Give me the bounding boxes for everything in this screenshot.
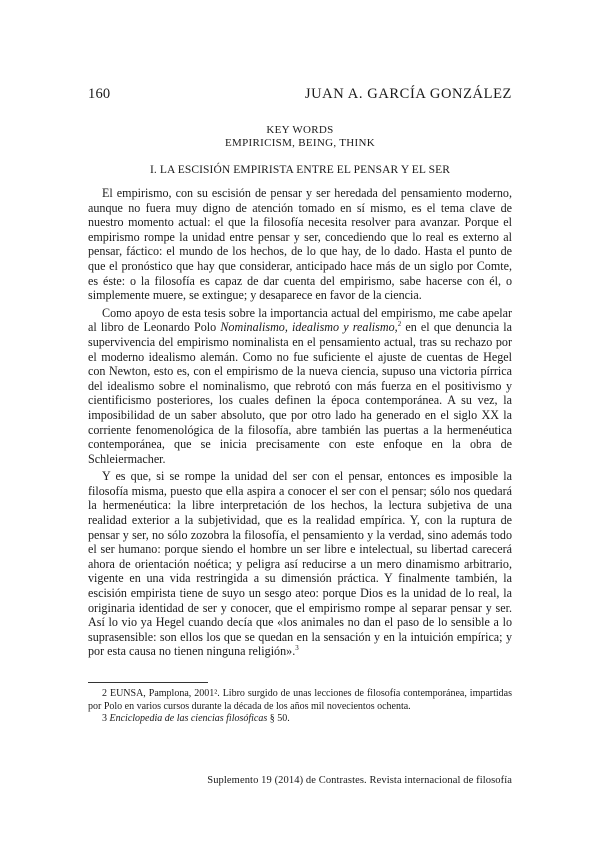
paragraph-2-intro: Como apoyo de esta tesis sobre la importancia actual del empirismo, me cabe apelar al libro de Leonardo Polo	[88, 305, 512, 335]
keywords-title: KEY WORDS	[266, 124, 334, 136]
footnote-3	[88, 713, 512, 726]
footnotes	[88, 688, 512, 726]
footnote-3-title: Enciclopedia de las ciencias filosóficas	[109, 713, 268, 725]
footnote-ref-2: 2	[397, 320, 402, 329]
section-heading: I. LA ESCISIÓN EMPIRISTA ENTRE EL PENSAR Y EL SER	[149, 164, 450, 176]
footnote-ref-3: 3	[295, 644, 299, 653]
body-text	[88, 186, 512, 662]
paragraph-3	[88, 469, 512, 659]
running-head: JUAN A. GARCÍA GONZÁLEZ	[304, 86, 512, 102]
footnote-3-rest: § 50.	[269, 713, 290, 725]
keywords-terms: EMPIRICISM, BEING, THINK	[224, 137, 375, 149]
page-number: 160	[88, 86, 111, 102]
journal-footer: Suplemento 19 (2014) de Contrastes. Revista internacional de filosofía	[207, 775, 512, 786]
paragraph-2-rest: en el que denuncia la supervivencia del empirismo nominalista en el pensamiento actual, tras su rechazo por el moderno idealismo alemán. Como no fue suficiente el ajuste de cuentas de Hegel con Newton, esto es, con el empirismo de la nueva ciencia, supuso una victoria pírrica del idealismo sobre el nominalismo, que rebrotó con más fuerza en el positivismo y cientificismo posteriores, los cuales definen la época contemporánea. A su vez, la imposibilidad de un saber absoluto, que por otro lado ha generado en el siglo XX la corriente fenomenológica de la filosofía, abre también las puertas a la hermenéutica contemporánea, que se inicia precisamente con este enfoque en la obra de Schleiermacher.	[88, 320, 513, 466]
book-title: Nominalismo, idealismo y realismo,	[220, 320, 398, 335]
paragraph-3-text: Y es que, si se rompe la unidad del ser con el pensar, entonces es imposible la filosofía misma, puesto que ella aspira a conocer el ser con el pensar; sólo nos quedará la hermenéutica: la libre interpretación de los hechos, la lectura subjetiva de una realidad exterior a la subjetividad, que es la realidad empírica. Y, con la ruptura de pensar y ser, no sólo zozobra la filosofía, el pensamiento y la verdad, sino además todo el ser humano: porque siendo el hombre un ser libre e intelectual, su libertad carecerá ahora de orientación noética; y peligra así reducirse a un mero dinamismo arbitrario, vigente en una vida restringida a su dimensión práctica. Y finalmente también, la escisión empirista tiene de suyo un sesgo ateo: porque Dios es la unidad de lo real, la originaria identidad de ser y conocer, que el empirismo rompe al separar pensar y ser. Así lo vio ya Hegel cuando decía que «los animales no dan el paso de lo sensible a lo suprasensible: son ellos los que se quedan en la sensación y en la intuición empírica; y por esta causa no tienen ninguna religión».	[88, 469, 512, 659]
paragraph-2	[88, 306, 512, 467]
footnote-2: 2 EUNSA, Pamplona, 2001². Libro surgido de unas lecciones de filosofía contemporánea, impartidas por Polo en varios cursos durante la década de los años mil novecientos ochenta.	[88, 688, 512, 712]
page-header	[88, 86, 512, 106]
keywords-block	[88, 124, 512, 150]
paragraph-1: El empirismo, con su escisión de pensar y ser heredada del pensamiento moderno, aunque no fuera muy digno de atención tomado en sí mismo, es el tema clave de nuestro momento actual: el que la filosofía necesita resolver para avanzar. Porque el empirismo rompe la unidad entre pensar y ser, concediendo que lo real es externo al pensar, fáctico: el mundo de los hechos, de lo que hay, de lo dado. Hasta el punto de que el pronóstico que hay que considerar, anticipado hace más de un siglo por Comte, es éste: o la filosofía es capaz de dar cuenta del empirismo, sabe hacerse con él, o simplemente muere, se extingue; y desaparece en favor de la ciencia.	[88, 186, 512, 303]
footnote-3-number: 3	[102, 713, 107, 725]
footnote-rule	[88, 682, 208, 683]
